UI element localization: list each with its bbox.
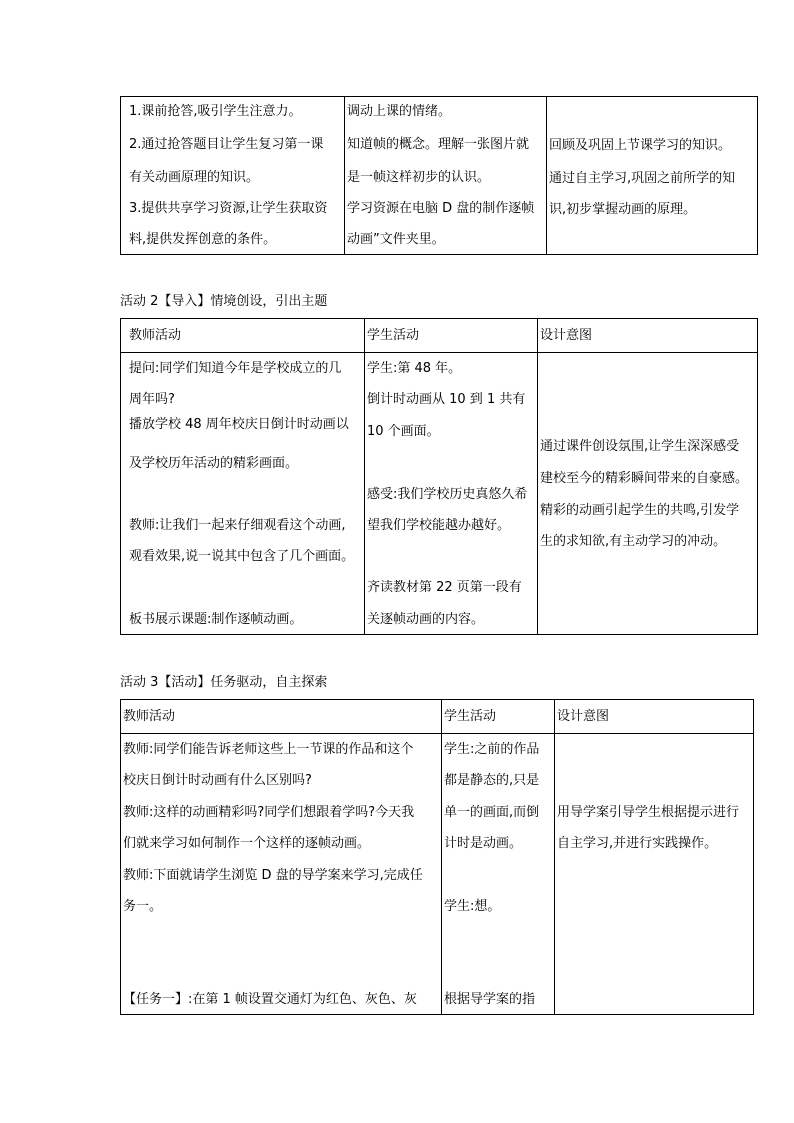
- activity2-col2-line: 齐读教材第 22 页第一段有: [367, 580, 522, 595]
- header-design-intent: 设计意图: [540, 328, 593, 343]
- activity2-col2-line: 感受:我们学校历史真悠久希: [367, 487, 528, 502]
- activity3-heading: 活动 3【活动】任务驱动，自主探索: [120, 675, 328, 690]
- table1-col1-line: 有关动画原理的知识。: [129, 170, 260, 185]
- activity2-heading: 活动 2【导入】情境创设，引出主题: [120, 294, 328, 309]
- header-divider: [121, 352, 757, 353]
- activity2-col3-line: 建校至今的精彩瞬间带来的自豪感。: [540, 471, 749, 486]
- activity3-col2-line: 根据导学案的指: [444, 992, 536, 1007]
- table1-col3-line: 回顾及巩固上节课学习的知识。: [549, 138, 732, 153]
- activity3-col1-line: 教师:同学们能告诉老师这些上一节课的作品和这个: [123, 742, 414, 757]
- activity3-col1-line: 们就来学习如何制作一个这样的逐帧动画。: [123, 836, 371, 851]
- activity2-col2-line: 10 个画面。: [367, 424, 440, 439]
- table1-col2-line: 动画”文件夹里。: [347, 232, 445, 247]
- table1-col2-line: 知道帧的概念。理解一张图片就: [347, 137, 530, 152]
- activity3-col3-line: 用导学案引导学生根据提示进行: [557, 805, 740, 820]
- activity3-col2-line: 计时是动画。: [444, 836, 523, 851]
- table1-col2-line: 是一帧这样初步的认识。: [347, 170, 491, 185]
- activity3-col2-line: 单一的画面,而倒: [444, 805, 540, 820]
- activity2-col3-line: 通过课件创设氛围,让学生深深感受: [540, 439, 740, 454]
- column-divider: [344, 97, 345, 254]
- activity2-col1-line: 板书展示课题:制作逐帧动画。: [129, 612, 303, 627]
- column-divider: [546, 97, 547, 254]
- activity3-col1-line: 【任务一】:在第 1 帧设置交通灯为红色、灰色、灰: [123, 992, 417, 1007]
- activity3-col2-line: 学生:想。: [444, 899, 501, 914]
- activity2-col1-line: 教师:让我们一起来仔细观看这个动画,: [129, 518, 346, 533]
- activity2-col3-line: 精彩的动画引起学生的共鸣,引发学: [540, 503, 740, 518]
- activity3-table: [120, 699, 754, 1015]
- column-divider: [537, 319, 538, 634]
- column-divider: [554, 700, 555, 1014]
- table1-col1-line: 1.课前抢答,吸引学生注意力。: [129, 104, 302, 119]
- table1-col3-line: 识,初步掌握动画的原理。: [549, 202, 697, 217]
- activity3-col2-line: 学生:之前的作品: [444, 742, 540, 757]
- activity2-col1-line: 播放学校 48 周年校庆日倒计时动画以: [129, 417, 349, 432]
- activity3-col1-line: 务一。: [123, 899, 163, 914]
- table1-col2-line: 学习资源在电脑 D 盘的制作逐帧: [347, 201, 535, 216]
- header-teacher-activity: 教师活动: [129, 328, 182, 343]
- activity2-col1-line: 提问:同学们知道今年是学校成立的几: [129, 361, 342, 376]
- activity3-col1-line: 教师:这样的动画精彩吗?同学们想跟着学吗?今天我: [123, 805, 415, 820]
- table1-col3-line: 通过自主学习,巩固之前所学的知: [549, 171, 736, 186]
- table-continued: [120, 96, 758, 255]
- table1-col1-line: 料,提供发挥创意的条件。: [129, 232, 277, 247]
- activity3-col1-line: 校庆日倒计时动画有什么区别吗?: [123, 773, 312, 788]
- header-divider: [121, 733, 753, 734]
- activity3-col1-line: 教师:下面就请学生浏览 D 盘的导学案来学习,完成任: [123, 868, 423, 883]
- column-divider: [441, 700, 442, 1014]
- table1-col2-line: 调动上课的情绪。: [347, 104, 452, 119]
- table1-col1-line: 2.通过抢答题目让学生复习第一课: [129, 137, 324, 152]
- activity2-col1-line: 观看效果,说一说其中包含了几个画面。: [129, 549, 355, 564]
- header-design-intent: 设计意图: [557, 709, 610, 724]
- activity3-col2-line: 都是静态的,只是: [444, 773, 540, 788]
- activity2-col2-line: 倒计时动画从 10 到 1 共有: [367, 392, 526, 407]
- activity3-col3-line: 自主学习,并进行实践操作。: [557, 836, 718, 851]
- activity2-col1-line: 及学校历年活动的精彩画面。: [129, 456, 299, 471]
- column-divider: [364, 319, 365, 634]
- activity2-table: [120, 318, 758, 635]
- activity2-col3-line: 生的求知欲,有主动学习的冲动。: [540, 534, 727, 549]
- header-student-activity: 学生活动: [444, 709, 497, 724]
- activity2-col2-line: 学生:第 48 年。: [367, 361, 462, 376]
- table1-col1-line: 3.提供共享学习资源,让学生获取资: [129, 201, 328, 216]
- header-teacher-activity: 教师活动: [123, 709, 176, 724]
- activity2-col1-line: 周年吗?: [129, 392, 175, 407]
- activity2-col2-line: 关逐帧动画的内容。: [367, 612, 485, 627]
- header-student-activity: 学生活动: [367, 328, 420, 343]
- activity2-col2-line: 望我们学校能越办越好。: [367, 518, 511, 533]
